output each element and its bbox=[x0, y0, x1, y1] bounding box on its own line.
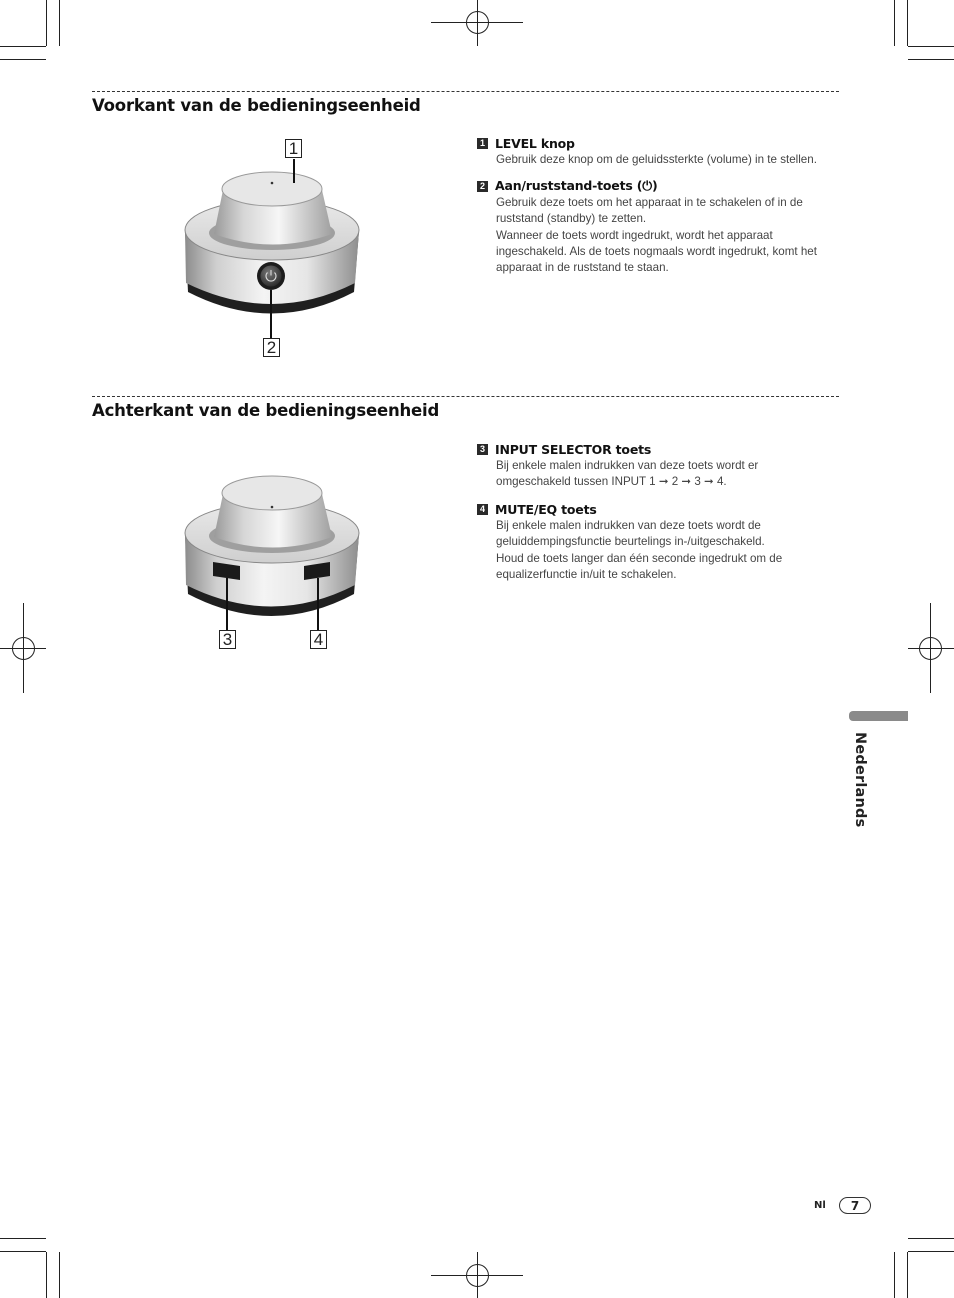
callout-4: 4 bbox=[310, 630, 327, 649]
item-title: MUTE/EQ toets bbox=[495, 501, 597, 517]
item-number: 1 bbox=[477, 138, 488, 149]
item-number: 2 bbox=[477, 181, 488, 192]
item-paragraph: Gebruik deze knop om de geluidssterkte (volume) in te stellen. bbox=[496, 153, 817, 166]
callout-1: 1 bbox=[285, 139, 302, 158]
item-paragraph: Bij enkele malen indrukken van deze toets wordt er omgeschakeld tussen INPUT 1 ➞ 2 ➞ 3 ➞ 4. bbox=[496, 459, 759, 489]
section-title-rear: Achterkant van de bedieningseenheid bbox=[92, 401, 440, 420]
item-description bbox=[496, 458, 796, 491]
footer-language-code: Nl bbox=[814, 1200, 826, 1211]
front-unit-illustration bbox=[185, 159, 359, 338]
item-number: 3 bbox=[477, 444, 488, 455]
section-divider bbox=[92, 91, 839, 92]
item-paragraph: Gebruik deze toets om het apparaat in te schakelen of in de ruststand (standby) te zetten. bbox=[496, 196, 803, 226]
item-description bbox=[496, 518, 816, 583]
item-paragraph: Wanneer de toets wordt ingedrukt, wordt het apparaat ingeschakeld. Als de toets nogmaals wordt ingedrukt, komt het apparaat in de ruststand te staan. bbox=[496, 228, 817, 275]
item-paragraph: Houd de toets langer dan één seconde ingedrukt om de equalizerfunctie in/uit te schakelen. bbox=[496, 551, 783, 581]
item-description bbox=[496, 195, 846, 276]
item-mute-eq bbox=[477, 501, 847, 583]
item-level-knob bbox=[477, 135, 847, 168]
rear-unit-illustration bbox=[185, 476, 359, 630]
language-label: Nederlands bbox=[852, 732, 868, 828]
section-title-front: Voorkant van de bedieningseenheid bbox=[92, 96, 421, 115]
item-title: Aan/ruststand-toets (⏻) bbox=[495, 178, 658, 193]
item-title: LEVEL knop bbox=[495, 135, 575, 151]
item-paragraph: Bij enkele malen indrukken van deze toets wordt de geluiddempingsfunctie beurtelings in-/uitgeschakeld. bbox=[496, 519, 765, 549]
item-input-selector bbox=[477, 441, 847, 491]
language-tab-marker bbox=[849, 711, 908, 721]
section-divider bbox=[92, 396, 839, 397]
page-number: 7 bbox=[839, 1197, 871, 1214]
callout-3: 3 bbox=[219, 630, 236, 649]
item-title: INPUT SELECTOR toets bbox=[495, 441, 652, 457]
item-description bbox=[496, 152, 846, 168]
callout-2: 2 bbox=[263, 338, 280, 357]
item-number: 4 bbox=[477, 504, 488, 515]
item-standby-key bbox=[477, 178, 847, 276]
